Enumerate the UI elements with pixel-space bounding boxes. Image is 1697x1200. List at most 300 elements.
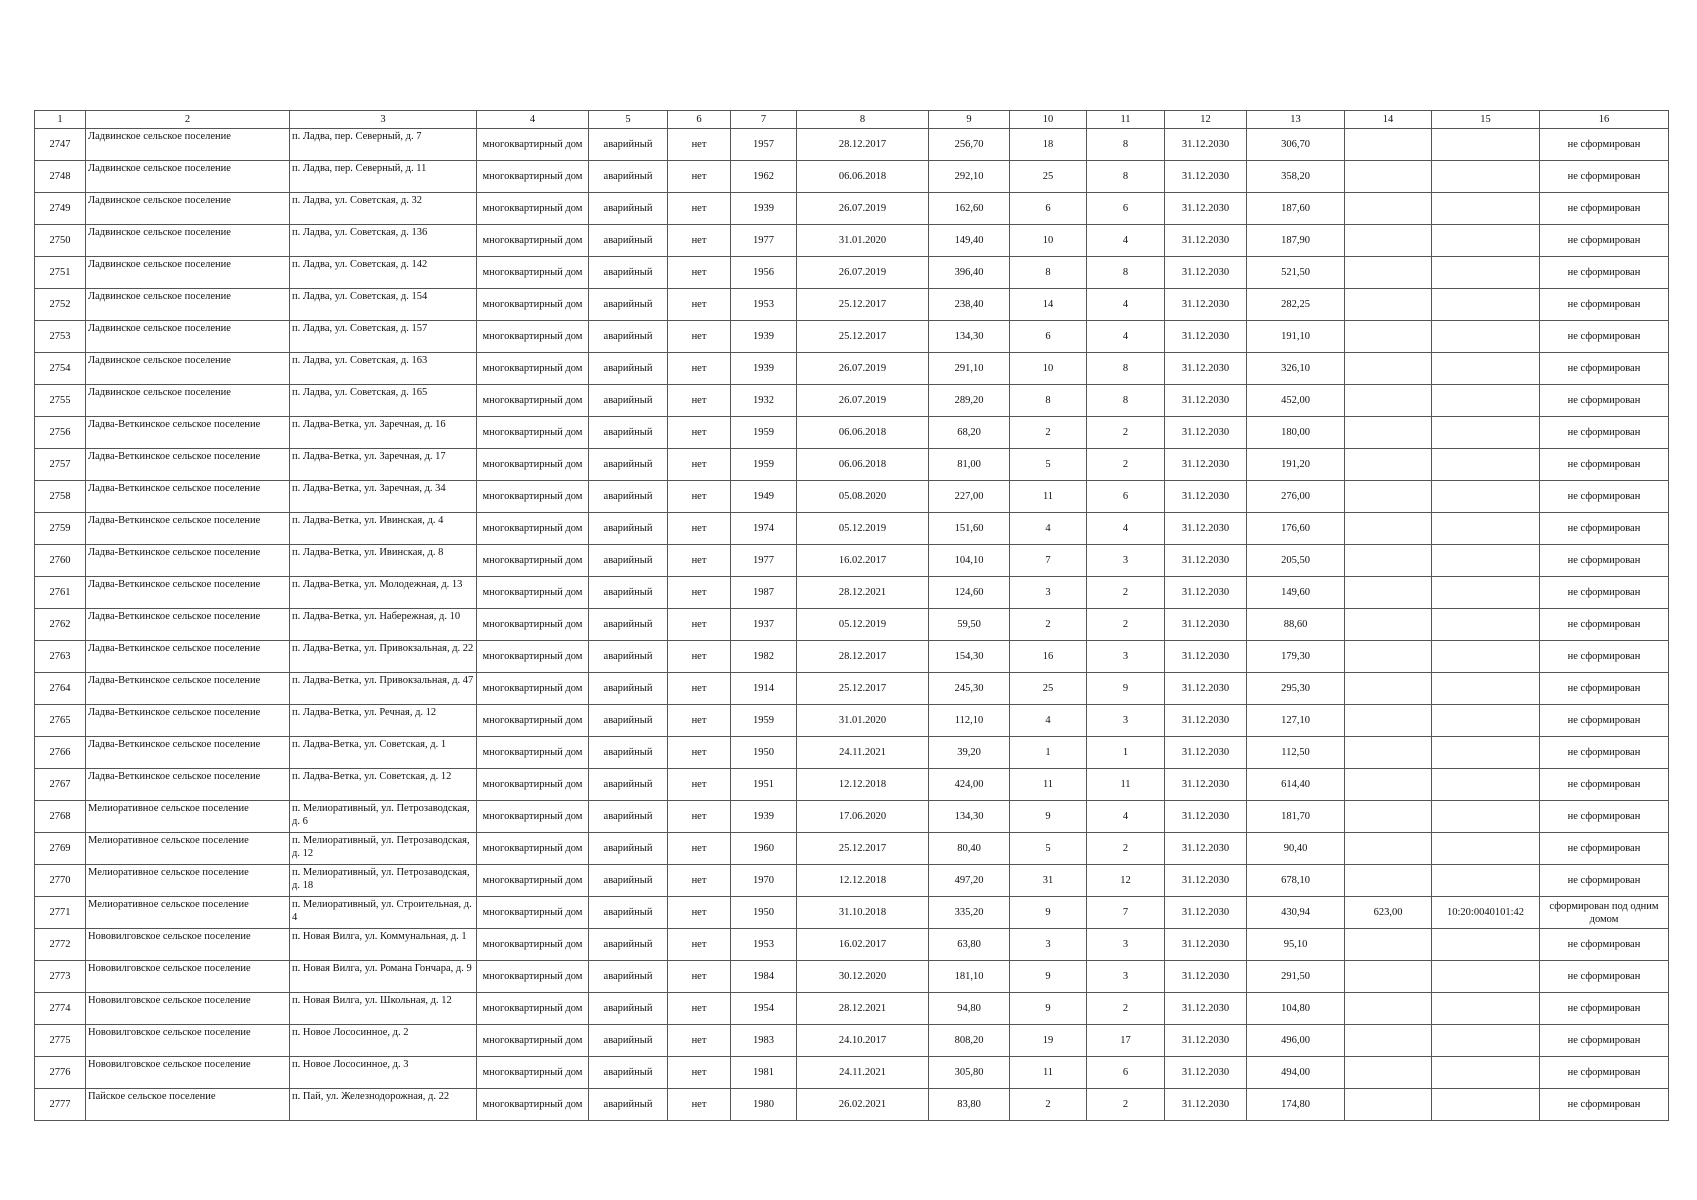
- cadastral-number-cell: [1432, 193, 1540, 225]
- flats-cell: 6: [1087, 1057, 1165, 1089]
- cadastral-number-cell: [1432, 481, 1540, 513]
- cadastral-number-cell: [1432, 993, 1540, 1025]
- plot-area-cell: [1345, 417, 1432, 449]
- row-number-cell: 2768: [35, 801, 86, 833]
- total-area-cell: 276,00: [1247, 481, 1345, 513]
- plot-area-cell: [1345, 1089, 1432, 1121]
- flag-cell: нет: [668, 673, 731, 705]
- address-cell: п. Ладва, пер. Северный, д. 11: [290, 161, 477, 193]
- flats-cell: 2: [1087, 833, 1165, 865]
- settlement-cell: Ладва-Веткинское сельское поселение: [86, 481, 290, 513]
- deadline-cell: 31.12.2030: [1165, 289, 1247, 321]
- residents-cell: 2: [1010, 1089, 1087, 1121]
- building-type-cell: многоквартирный дом: [477, 545, 589, 577]
- condition-cell: аварийный: [589, 1089, 668, 1121]
- settlement-cell: Ладвинское сельское поселение: [86, 129, 290, 161]
- flats-cell: 3: [1087, 961, 1165, 993]
- residents-cell: 6: [1010, 193, 1087, 225]
- flats-cell: 4: [1087, 321, 1165, 353]
- area-cell: 256,70: [929, 129, 1010, 161]
- cadastral-number-cell: [1432, 801, 1540, 833]
- settlement-cell: Ладвинское сельское поселение: [86, 257, 290, 289]
- residents-cell: 25: [1010, 673, 1087, 705]
- row-number-cell: 2749: [35, 193, 86, 225]
- recognition-date-cell: 31.10.2018: [797, 897, 929, 929]
- flats-cell: 3: [1087, 641, 1165, 673]
- flag-cell: нет: [668, 801, 731, 833]
- flag-cell: нет: [668, 449, 731, 481]
- flag-cell: нет: [668, 193, 731, 225]
- column-header: 15: [1432, 111, 1540, 129]
- total-area-cell: 452,00: [1247, 385, 1345, 417]
- settlement-cell: Ладвинское сельское поселение: [86, 353, 290, 385]
- row-number-cell: 2752: [35, 289, 86, 321]
- table-row: [35, 353, 1669, 385]
- plot-status-cell: не сформирован: [1540, 961, 1669, 993]
- area-cell: 149,40: [929, 225, 1010, 257]
- cadastral-number-cell: [1432, 1057, 1540, 1089]
- deadline-cell: 31.12.2030: [1165, 897, 1247, 929]
- settlement-cell: Ладва-Веткинское сельское поселение: [86, 577, 290, 609]
- table-row: [35, 545, 1669, 577]
- column-header: 13: [1247, 111, 1345, 129]
- flag-cell: нет: [668, 897, 731, 929]
- column-header: 2: [86, 111, 290, 129]
- recognition-date-cell: 25.12.2017: [797, 321, 929, 353]
- cadastral-number-cell: [1432, 577, 1540, 609]
- total-area-cell: 112,50: [1247, 737, 1345, 769]
- year-cell: 1987: [731, 577, 797, 609]
- table-row: [35, 577, 1669, 609]
- flag-cell: нет: [668, 769, 731, 801]
- condition-cell: аварийный: [589, 673, 668, 705]
- flag-cell: нет: [668, 1025, 731, 1057]
- settlement-cell: Ладвинское сельское поселение: [86, 385, 290, 417]
- deadline-cell: 31.12.2030: [1165, 161, 1247, 193]
- row-number-cell: 2755: [35, 385, 86, 417]
- column-header: 3: [290, 111, 477, 129]
- flag-cell: нет: [668, 481, 731, 513]
- building-type-cell: многоквартирный дом: [477, 833, 589, 865]
- condition-cell: аварийный: [589, 1025, 668, 1057]
- table-row: [35, 865, 1669, 897]
- row-number-cell: 2750: [35, 225, 86, 257]
- total-area-cell: 127,10: [1247, 705, 1345, 737]
- housing-registry-table: [34, 110, 1669, 1121]
- flats-cell: 2: [1087, 609, 1165, 641]
- building-type-cell: многоквартирный дом: [477, 353, 589, 385]
- flag-cell: нет: [668, 705, 731, 737]
- table-row: [35, 801, 1669, 833]
- year-cell: 1939: [731, 193, 797, 225]
- condition-cell: аварийный: [589, 129, 668, 161]
- address-cell: п. Ладва-Ветка, ул. Привокзальная, д. 22: [290, 641, 477, 673]
- residents-cell: 5: [1010, 833, 1087, 865]
- year-cell: 1953: [731, 289, 797, 321]
- building-type-cell: многоквартирный дом: [477, 161, 589, 193]
- address-cell: п. Ладва-Ветка, ул. Молодежная, д. 13: [290, 577, 477, 609]
- total-area-cell: 291,50: [1247, 961, 1345, 993]
- building-type-cell: многоквартирный дом: [477, 929, 589, 961]
- year-cell: 1977: [731, 225, 797, 257]
- table-row: [35, 321, 1669, 353]
- column-header: 14: [1345, 111, 1432, 129]
- year-cell: 1960: [731, 833, 797, 865]
- plot-status-cell: не сформирован: [1540, 129, 1669, 161]
- settlement-cell: Ладва-Веткинское сельское поселение: [86, 545, 290, 577]
- condition-cell: аварийный: [589, 321, 668, 353]
- recognition-date-cell: 17.06.2020: [797, 801, 929, 833]
- row-number-cell: 2767: [35, 769, 86, 801]
- area-cell: 424,00: [929, 769, 1010, 801]
- area-cell: 227,00: [929, 481, 1010, 513]
- residents-cell: 11: [1010, 481, 1087, 513]
- flag-cell: нет: [668, 641, 731, 673]
- building-type-cell: многоквартирный дом: [477, 673, 589, 705]
- building-type-cell: многоквартирный дом: [477, 1057, 589, 1089]
- column-header: 5: [589, 111, 668, 129]
- condition-cell: аварийный: [589, 481, 668, 513]
- condition-cell: аварийный: [589, 641, 668, 673]
- column-header: 4: [477, 111, 589, 129]
- row-number-cell: 2770: [35, 865, 86, 897]
- residents-cell: 9: [1010, 801, 1087, 833]
- settlement-cell: Ладвинское сельское поселение: [86, 193, 290, 225]
- plot-area-cell: [1345, 577, 1432, 609]
- total-area-cell: 187,60: [1247, 193, 1345, 225]
- row-number-cell: 2761: [35, 577, 86, 609]
- residents-cell: 11: [1010, 769, 1087, 801]
- area-cell: 68,20: [929, 417, 1010, 449]
- plot-status-cell: не сформирован: [1540, 865, 1669, 897]
- area-cell: 94,80: [929, 993, 1010, 1025]
- deadline-cell: 31.12.2030: [1165, 449, 1247, 481]
- deadline-cell: 31.12.2030: [1165, 865, 1247, 897]
- plot-area-cell: [1345, 961, 1432, 993]
- flag-cell: нет: [668, 353, 731, 385]
- deadline-cell: 31.12.2030: [1165, 609, 1247, 641]
- plot-area-cell: [1345, 225, 1432, 257]
- address-cell: п. Ладва, ул. Советская, д. 136: [290, 225, 477, 257]
- address-cell: п. Новое Лососинное, д. 3: [290, 1057, 477, 1089]
- recognition-date-cell: 12.12.2018: [797, 865, 929, 897]
- row-number-cell: 2757: [35, 449, 86, 481]
- row-number-cell: 2775: [35, 1025, 86, 1057]
- row-number-cell: 2754: [35, 353, 86, 385]
- deadline-cell: 31.12.2030: [1165, 929, 1247, 961]
- plot-area-cell: [1345, 385, 1432, 417]
- plot-area-cell: [1345, 321, 1432, 353]
- condition-cell: аварийный: [589, 609, 668, 641]
- year-cell: 1914: [731, 673, 797, 705]
- row-number-cell: 2756: [35, 417, 86, 449]
- condition-cell: аварийный: [589, 513, 668, 545]
- area-cell: 81,00: [929, 449, 1010, 481]
- flats-cell: 3: [1087, 929, 1165, 961]
- column-header: 8: [797, 111, 929, 129]
- recognition-date-cell: 24.11.2021: [797, 737, 929, 769]
- flag-cell: нет: [668, 321, 731, 353]
- residents-cell: 2: [1010, 417, 1087, 449]
- year-cell: 1959: [731, 449, 797, 481]
- flag-cell: нет: [668, 289, 731, 321]
- area-cell: 154,30: [929, 641, 1010, 673]
- flag-cell: нет: [668, 833, 731, 865]
- year-cell: 1981: [731, 1057, 797, 1089]
- year-cell: 1950: [731, 737, 797, 769]
- address-cell: п. Ладва-Ветка, ул. Заречная, д. 17: [290, 449, 477, 481]
- address-cell: п. Ладва, ул. Советская, д. 157: [290, 321, 477, 353]
- year-cell: 1970: [731, 865, 797, 897]
- recognition-date-cell: 06.06.2018: [797, 417, 929, 449]
- flats-cell: 17: [1087, 1025, 1165, 1057]
- deadline-cell: 31.12.2030: [1165, 321, 1247, 353]
- flats-cell: 6: [1087, 481, 1165, 513]
- total-area-cell: 521,50: [1247, 257, 1345, 289]
- year-cell: 1932: [731, 385, 797, 417]
- area-cell: 396,40: [929, 257, 1010, 289]
- column-header: 12: [1165, 111, 1247, 129]
- flats-cell: 2: [1087, 449, 1165, 481]
- recognition-date-cell: 26.07.2019: [797, 385, 929, 417]
- address-cell: п. Ладва-Ветка, ул. Советская, д. 12: [290, 769, 477, 801]
- flats-cell: 11: [1087, 769, 1165, 801]
- area-cell: 63,80: [929, 929, 1010, 961]
- plot-area-cell: [1345, 449, 1432, 481]
- row-number-cell: 2751: [35, 257, 86, 289]
- area-cell: 59,50: [929, 609, 1010, 641]
- building-type-cell: многоквартирный дом: [477, 289, 589, 321]
- flag-cell: нет: [668, 1089, 731, 1121]
- row-number-cell: 2772: [35, 929, 86, 961]
- flag-cell: нет: [668, 609, 731, 641]
- building-type-cell: многоквартирный дом: [477, 225, 589, 257]
- recognition-date-cell: 28.12.2021: [797, 577, 929, 609]
- address-cell: п. Ладва-Ветка, ул. Ивинская, д. 8: [290, 545, 477, 577]
- flats-cell: 6: [1087, 193, 1165, 225]
- condition-cell: аварийный: [589, 417, 668, 449]
- plot-area-cell: [1345, 833, 1432, 865]
- building-type-cell: многоквартирный дом: [477, 321, 589, 353]
- deadline-cell: 31.12.2030: [1165, 481, 1247, 513]
- total-area-cell: 90,40: [1247, 833, 1345, 865]
- residents-cell: 2: [1010, 609, 1087, 641]
- residents-cell: 16: [1010, 641, 1087, 673]
- building-type-cell: многоквартирный дом: [477, 865, 589, 897]
- cadastral-number-cell: [1432, 513, 1540, 545]
- settlement-cell: Ладва-Веткинское сельское поселение: [86, 705, 290, 737]
- column-header: 1: [35, 111, 86, 129]
- total-area-cell: 191,10: [1247, 321, 1345, 353]
- condition-cell: аварийный: [589, 1057, 668, 1089]
- building-type-cell: многоквартирный дом: [477, 513, 589, 545]
- recognition-date-cell: 05.08.2020: [797, 481, 929, 513]
- table-row: [35, 257, 1669, 289]
- plot-status-cell: не сформирован: [1540, 769, 1669, 801]
- residents-cell: 11: [1010, 1057, 1087, 1089]
- year-cell: 1962: [731, 161, 797, 193]
- year-cell: 1954: [731, 993, 797, 1025]
- total-area-cell: 191,20: [1247, 449, 1345, 481]
- year-cell: 1951: [731, 769, 797, 801]
- plot-area-cell: [1345, 513, 1432, 545]
- cadastral-number-cell: [1432, 865, 1540, 897]
- flag-cell: нет: [668, 257, 731, 289]
- cadastral-number-cell: [1432, 705, 1540, 737]
- table-row: [35, 289, 1669, 321]
- plot-area-cell: [1345, 993, 1432, 1025]
- cadastral-number-cell: [1432, 833, 1540, 865]
- deadline-cell: 31.12.2030: [1165, 641, 1247, 673]
- flag-cell: нет: [668, 417, 731, 449]
- address-cell: п. Мелиоративный, ул. Петрозаводская, д. 6: [290, 801, 477, 833]
- residents-cell: 7: [1010, 545, 1087, 577]
- building-type-cell: многоквартирный дом: [477, 385, 589, 417]
- flats-cell: 8: [1087, 257, 1165, 289]
- settlement-cell: Ладвинское сельское поселение: [86, 161, 290, 193]
- address-cell: п. Ладва, ул. Советская, д. 163: [290, 353, 477, 385]
- deadline-cell: 31.12.2030: [1165, 1089, 1247, 1121]
- deadline-cell: 31.12.2030: [1165, 257, 1247, 289]
- building-type-cell: многоквартирный дом: [477, 609, 589, 641]
- flats-cell: 3: [1087, 705, 1165, 737]
- recognition-date-cell: 16.02.2017: [797, 929, 929, 961]
- recognition-date-cell: 05.12.2019: [797, 609, 929, 641]
- building-type-cell: многоквартирный дом: [477, 1089, 589, 1121]
- recognition-date-cell: 26.07.2019: [797, 257, 929, 289]
- flag-cell: нет: [668, 1057, 731, 1089]
- plot-status-cell: не сформирован: [1540, 577, 1669, 609]
- cadastral-number-cell: [1432, 353, 1540, 385]
- plot-status-cell: не сформирован: [1540, 161, 1669, 193]
- table-row: [35, 1025, 1669, 1057]
- area-cell: 291,10: [929, 353, 1010, 385]
- address-cell: п. Ладва-Ветка, ул. Набережная, д. 10: [290, 609, 477, 641]
- row-number-cell: 2758: [35, 481, 86, 513]
- table-row: [35, 385, 1669, 417]
- plot-status-cell: не сформирован: [1540, 321, 1669, 353]
- table-row: [35, 705, 1669, 737]
- condition-cell: аварийный: [589, 577, 668, 609]
- column-header: 16: [1540, 111, 1669, 129]
- year-cell: 1950: [731, 897, 797, 929]
- building-type-cell: многоквартирный дом: [477, 417, 589, 449]
- address-cell: п. Мелиоративный, ул. Петрозаводская, д. 12: [290, 833, 477, 865]
- settlement-cell: Мелиоративное сельское поселение: [86, 833, 290, 865]
- row-number-cell: 2765: [35, 705, 86, 737]
- recognition-date-cell: 31.01.2020: [797, 705, 929, 737]
- flag-cell: нет: [668, 577, 731, 609]
- area-cell: 238,40: [929, 289, 1010, 321]
- flats-cell: 2: [1087, 577, 1165, 609]
- settlement-cell: Нововилговское сельское поселение: [86, 993, 290, 1025]
- table-row: [35, 225, 1669, 257]
- total-area-cell: 430,94: [1247, 897, 1345, 929]
- residents-cell: 8: [1010, 385, 1087, 417]
- year-cell: 1949: [731, 481, 797, 513]
- deadline-cell: 31.12.2030: [1165, 705, 1247, 737]
- deadline-cell: 31.12.2030: [1165, 993, 1247, 1025]
- settlement-cell: Ладва-Веткинское сельское поселение: [86, 609, 290, 641]
- cadastral-number-cell: [1432, 417, 1540, 449]
- row-number-cell: 2760: [35, 545, 86, 577]
- address-cell: п. Ладва, ул. Советская, д. 142: [290, 257, 477, 289]
- row-number-cell: 2762: [35, 609, 86, 641]
- plot-status-cell: не сформирован: [1540, 193, 1669, 225]
- flats-cell: 4: [1087, 225, 1165, 257]
- total-area-cell: 187,90: [1247, 225, 1345, 257]
- row-number-cell: 2774: [35, 993, 86, 1025]
- recognition-date-cell: 31.01.2020: [797, 225, 929, 257]
- table-row: [35, 737, 1669, 769]
- address-cell: п. Новая Вилга, ул. Коммунальная, д. 1: [290, 929, 477, 961]
- header-row: [35, 111, 1669, 129]
- plot-status-cell: не сформирован: [1540, 705, 1669, 737]
- condition-cell: аварийный: [589, 865, 668, 897]
- address-cell: п. Новая Вилга, ул. Романа Гончара, д. 9: [290, 961, 477, 993]
- plot-area-cell: [1345, 1057, 1432, 1089]
- registry-sheet: [34, 110, 1666, 1121]
- residents-cell: 4: [1010, 513, 1087, 545]
- plot-status-cell: не сформирован: [1540, 353, 1669, 385]
- recognition-date-cell: 28.12.2017: [797, 641, 929, 673]
- condition-cell: аварийный: [589, 257, 668, 289]
- year-cell: 1939: [731, 801, 797, 833]
- row-number-cell: 2747: [35, 129, 86, 161]
- address-cell: п. Пай, ул. Железнодорожная, д. 22: [290, 1089, 477, 1121]
- address-cell: п. Новая Вилга, ул. Школьная, д. 12: [290, 993, 477, 1025]
- flats-cell: 4: [1087, 289, 1165, 321]
- address-cell: п. Новое Лососинное, д. 2: [290, 1025, 477, 1057]
- building-type-cell: многоквартирный дом: [477, 193, 589, 225]
- area-cell: 162,60: [929, 193, 1010, 225]
- plot-status-cell: не сформирован: [1540, 993, 1669, 1025]
- recognition-date-cell: 25.12.2017: [797, 289, 929, 321]
- plot-status-cell: не сформирован: [1540, 481, 1669, 513]
- area-cell: 134,30: [929, 801, 1010, 833]
- cadastral-number-cell: [1432, 257, 1540, 289]
- settlement-cell: Ладва-Веткинское сельское поселение: [86, 769, 290, 801]
- plot-area-cell: [1345, 129, 1432, 161]
- total-area-cell: 149,60: [1247, 577, 1345, 609]
- deadline-cell: 31.12.2030: [1165, 129, 1247, 161]
- condition-cell: аварийный: [589, 705, 668, 737]
- plot-status-cell: не сформирован: [1540, 1025, 1669, 1057]
- residents-cell: 14: [1010, 289, 1087, 321]
- residents-cell: 9: [1010, 897, 1087, 929]
- plot-status-cell: не сформирован: [1540, 737, 1669, 769]
- flats-cell: 2: [1087, 417, 1165, 449]
- deadline-cell: 31.12.2030: [1165, 961, 1247, 993]
- settlement-cell: Мелиоративное сельское поселение: [86, 801, 290, 833]
- recognition-date-cell: 24.11.2021: [797, 1057, 929, 1089]
- flats-cell: 4: [1087, 801, 1165, 833]
- cadastral-number-cell: 10:20:0040101:42: [1432, 897, 1540, 929]
- settlement-cell: Нововилговское сельское поселение: [86, 1057, 290, 1089]
- total-area-cell: 496,00: [1247, 1025, 1345, 1057]
- column-header: 9: [929, 111, 1010, 129]
- table-row: [35, 897, 1669, 929]
- cadastral-number-cell: [1432, 673, 1540, 705]
- residents-cell: 25: [1010, 161, 1087, 193]
- flats-cell: 3: [1087, 545, 1165, 577]
- flats-cell: 1: [1087, 737, 1165, 769]
- flag-cell: нет: [668, 385, 731, 417]
- residents-cell: 9: [1010, 961, 1087, 993]
- settlement-cell: Ладвинское сельское поселение: [86, 225, 290, 257]
- plot-area-cell: [1345, 1025, 1432, 1057]
- flats-cell: 2: [1087, 993, 1165, 1025]
